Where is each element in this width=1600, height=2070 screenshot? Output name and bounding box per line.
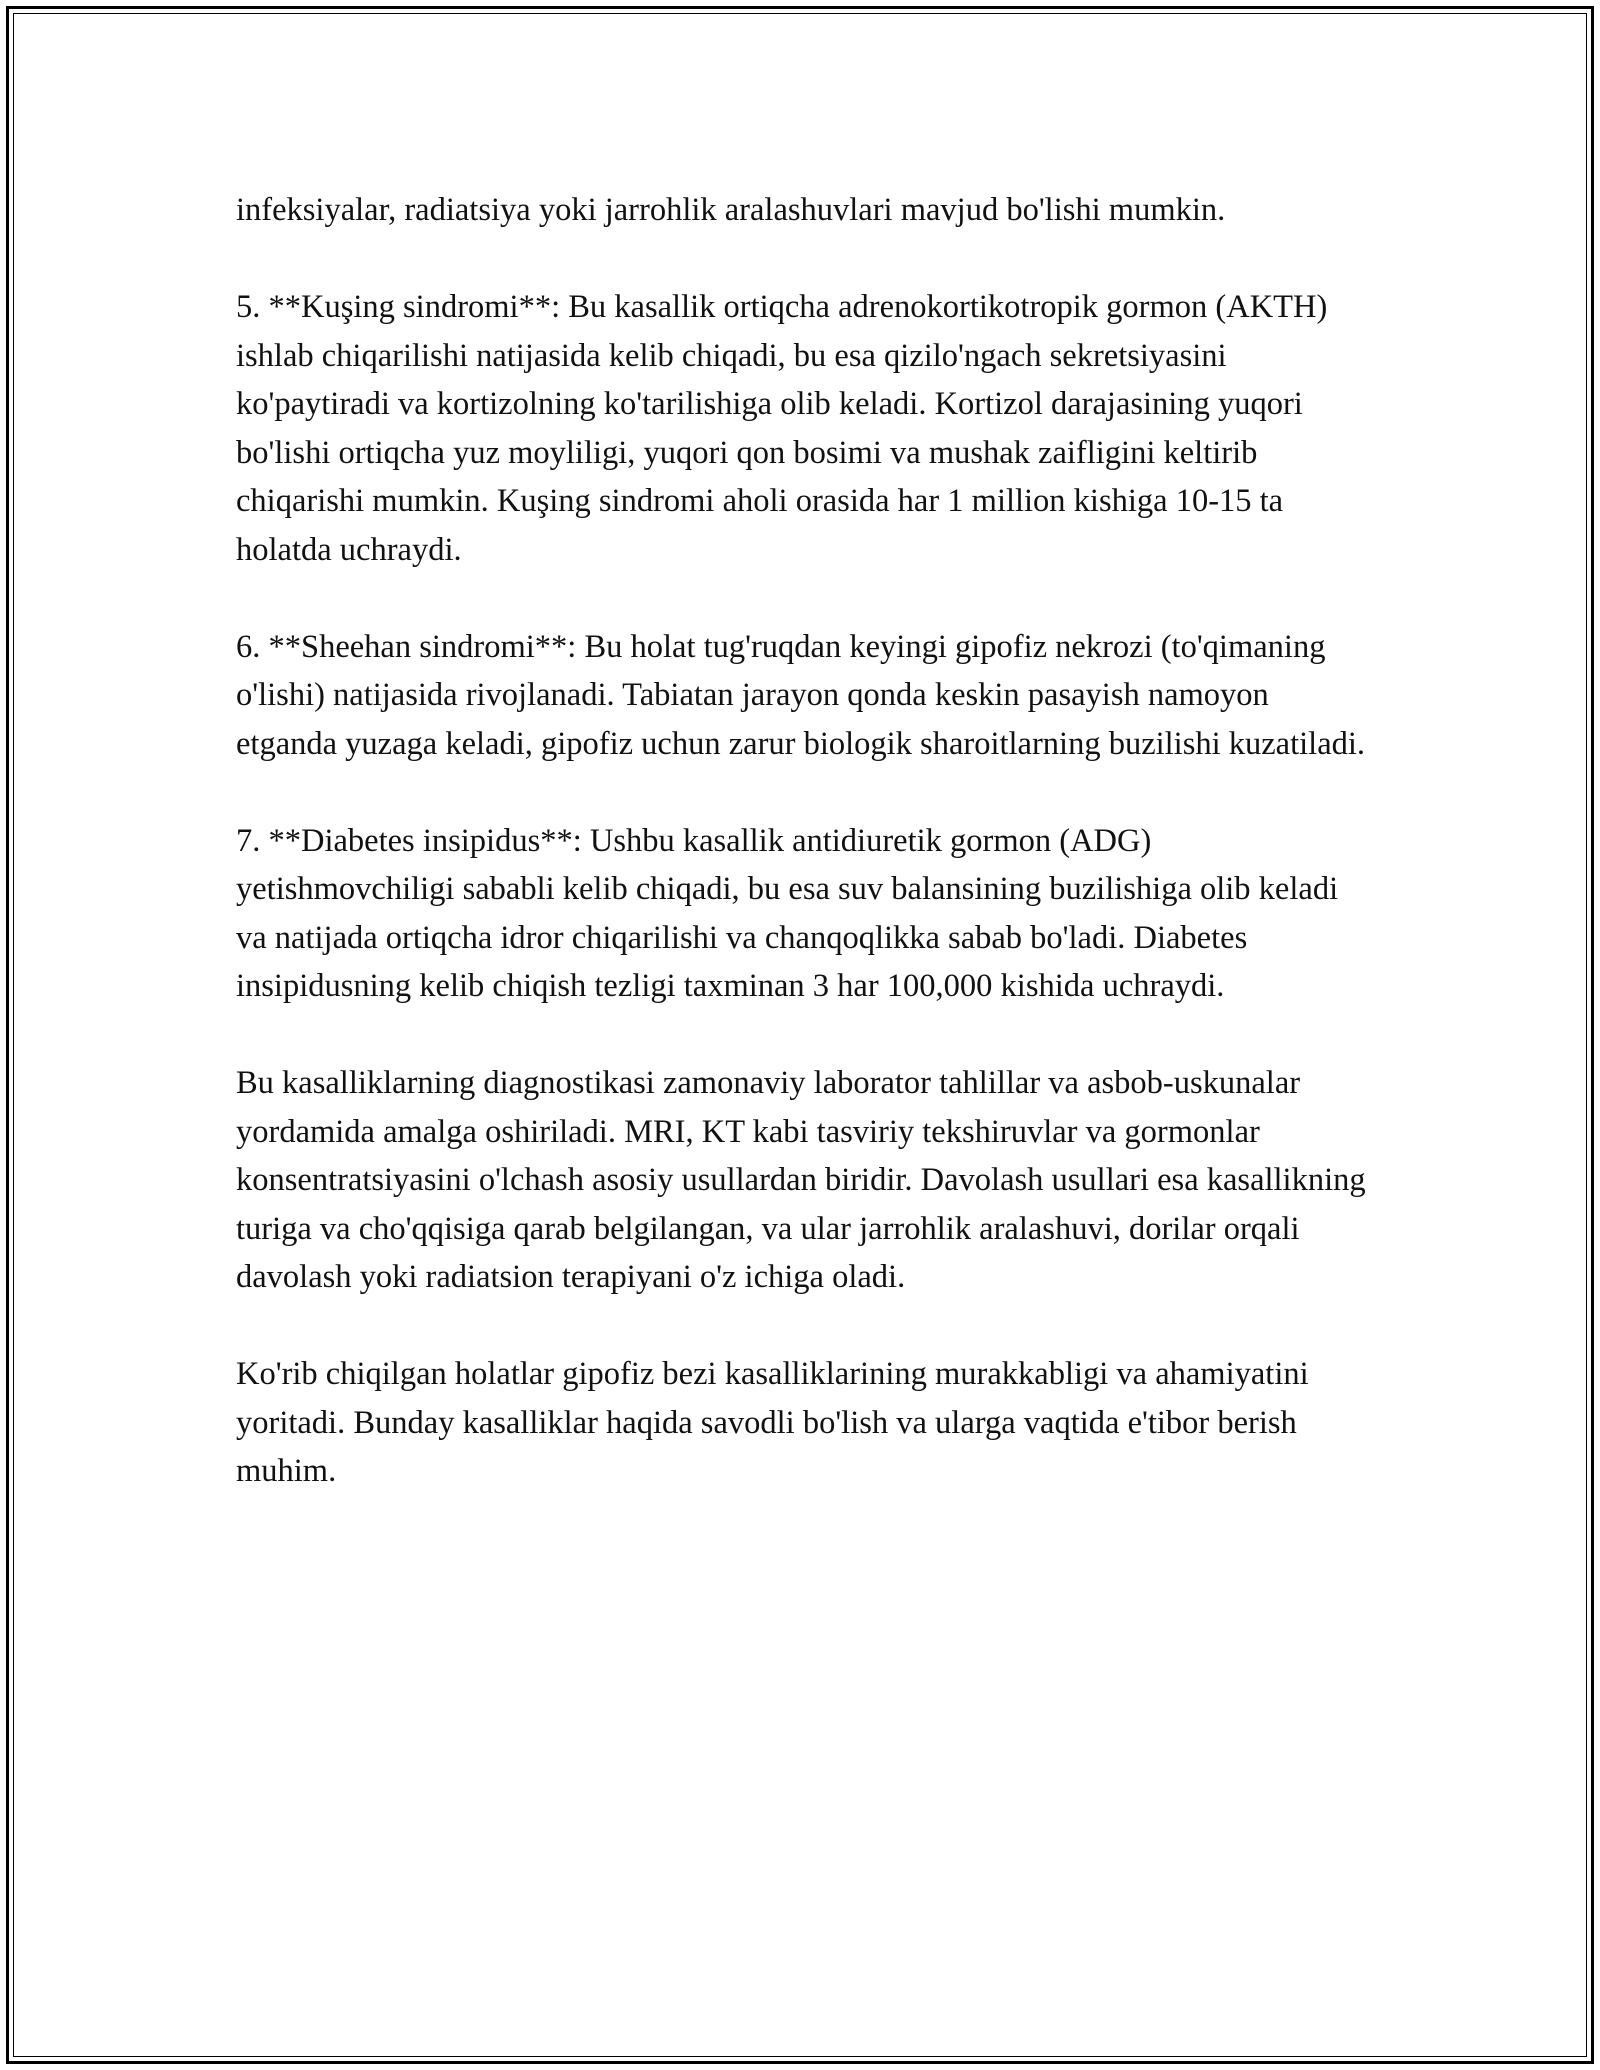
document-body [236,186,1366,1544]
paragraph-intro-continuation: infeksiyalar, radiatsiya yoki jarrohlik aralashuvlari mavjud bo'lishi mumkin. [236,192,1226,228]
paragraph-diabetes-insipidus: 7. **Diabetes insipidus**: Ushbu kasallik antidiuretik gormon (ADG) yetishmovchiligi sababli kelib chiqadi, bu esa suv balansining buzilishiga olib keladi va natijada ortiqcha idror chiqarilishi va chanqoqlikka sabab bo'ladi. Diabetes insipidusning kelib chiqish tezligi taxminan 3 har 100,000 kishida uchraydi. [236,822,1339,1004]
paragraph-diagnostics: Bu kasalliklarning diagnostikasi zamonaviy laborator tahlillar va asbob-uskunalar yordamida amalga oshiriladi. MRI, KT kabi tasviriy tekshiruvlar va gormonlar konsentratsiyasini o'lchash asosiy usullardan biridir. Davolash usullari esa kasallikning turiga va cho'qqisiga qarab belgilangan, va ular jarrohlik aralashuvi, dorilar orqali davolash yoki radiatsion terapiyani o'z ichiga oladi. [236,1065,1366,1295]
paragraph-cushing-syndrome: 5. **Kuşing sindromi**: Bu kasallik ortiqcha adrenokortikotropik gormon (AKTH) ishlab chiqarilishi natijasida kelib chiqadi, bu esa qizilo'ngach sekretsiyasini ko'paytiradi va kortizolning ko'tarilishiga olib keladi. Kortizol darajasining yuqori bo'lishi ortiqcha yuz moyliligi, yuqori qon bosimi va mushak zaifligini keltirib chiqarishi mumkin. Kuşing sindromi aholi orasida har 1 million kishiga 10-15 ta holatda uchraydi. [236,289,1328,568]
paragraph-conclusion: Ko'rib chiqilgan holatlar gipofiz bezi kasalliklarining murakkabligi va ahamiyatini yoritadi. Bunday kasalliklar haqida savodli bo'lish va ularga vaqtida e'tibor berish muhim. [236,1356,1309,1489]
paragraph-sheehan-syndrome: 6. **Sheehan sindromi**: Bu holat tug'ruqdan keyingi gipofiz nekrozi (to'qimaning o'lishi) natijasida rivojlanadi. Tabiatan jarayon qonda keskin pasayish namoyon etganda yuzaga keladi, gipofiz uchun zarur biologik sharoitlarning buzilishi kuzatiladi. [236,628,1366,762]
